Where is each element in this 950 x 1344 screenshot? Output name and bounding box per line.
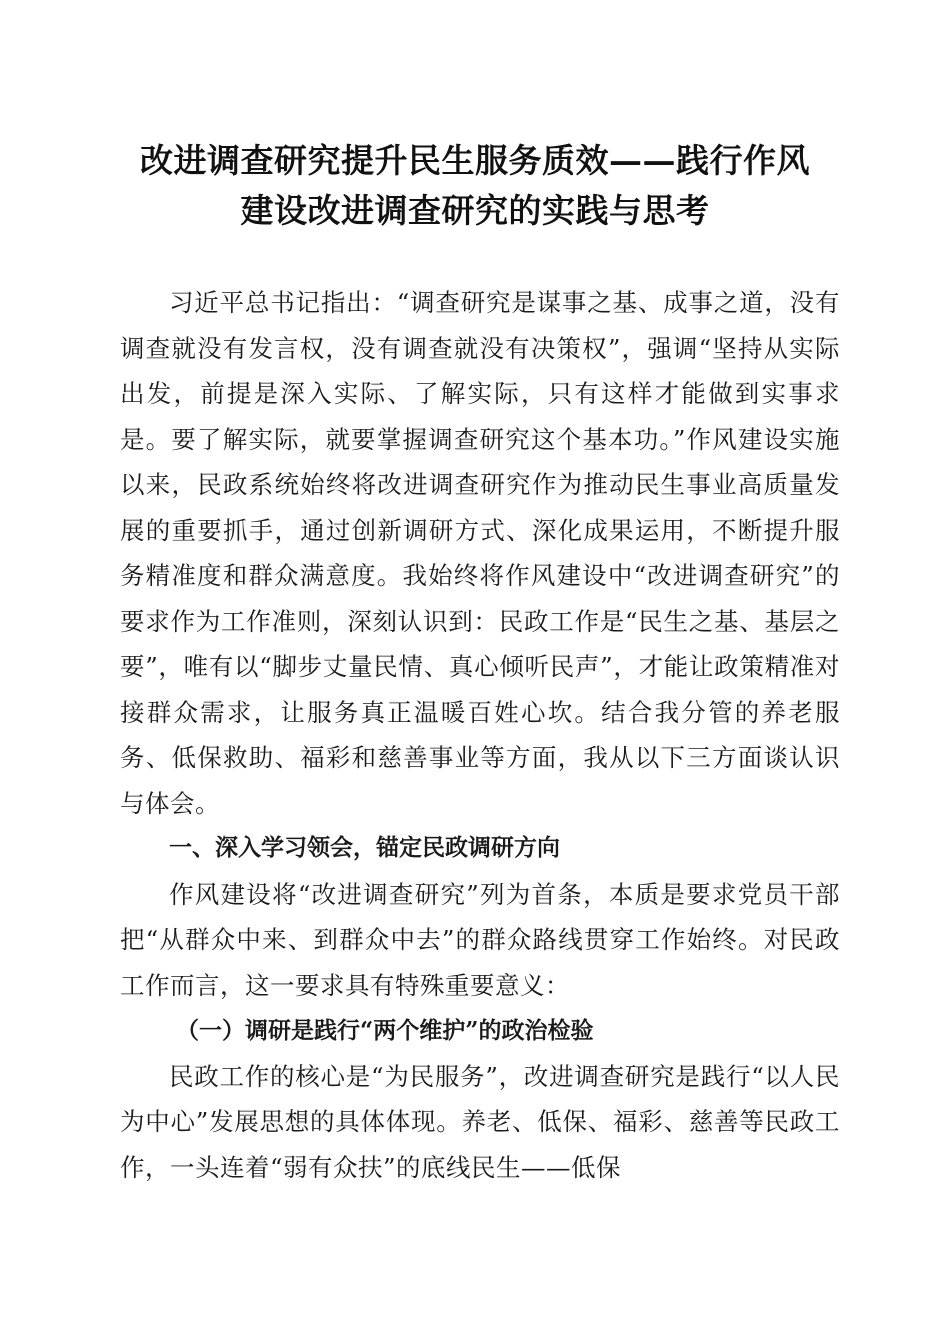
title-line-2: 建设改进调查研究的实践与思考 (240, 191, 710, 230)
paragraph-intro: 习近平总书记指出：“调查研究是谋事之基、成事之道，没有调查就没有发言权，没有调查就没有决策权”，强调“坚持从实际出发，前提是深入实际、了解实际，只有这样才能做到实事求是。要了解实际，就要掌握调查研究这个基本功。”作风建设实施以来，民政系统始终将改进调查研究作为推动民生事业高质量发展的重要抓手，通过创新调研方式、深化成果运用，不断提升服务精准度和群众满意度。我始终将作风建设中“改进调查研究”的要求作为工作准则，深刻认识到：民政工作是“民生之基、基层之要”，唯有以“脚步丈量民情、真心倾听民声”，才能让政策精准对接群众需求，让服务真正温暖百姓心坎。结合我分管的养老服务、低保救助、福彩和慈善事业等方面，我从以下三方面谈认识与体会。 (120, 288, 840, 818)
paragraph-section-1: 作风建设将“改进调查研究”列为首条，本质是要求党员干部把“从群众中来、到群众中去”的群众路线贯穿工作始终。对民政工作而言，这一要求具有特殊重要意义： (120, 879, 840, 1000)
subsection-heading-1: （一）调研是践行“两个维护”的政治检验 (176, 1017, 594, 1044)
paragraph-subsection-1: 民政工作的核心是“为民服务”，改进调查研究是践行“以人民为中心”发展思想的具体体现。养老、低保、福彩、慈善等民政工作，一头连着“弱有众扶”的底线民生——低保 (120, 1061, 840, 1182)
section-heading-1: 一、深入学习领会，锚定民政调研方向 (169, 835, 560, 861)
title-line-1: 改进调查研究提升民生服务质效——践行作风 (140, 141, 810, 180)
document-body (120, 280, 840, 1190)
document-title (100, 136, 850, 236)
